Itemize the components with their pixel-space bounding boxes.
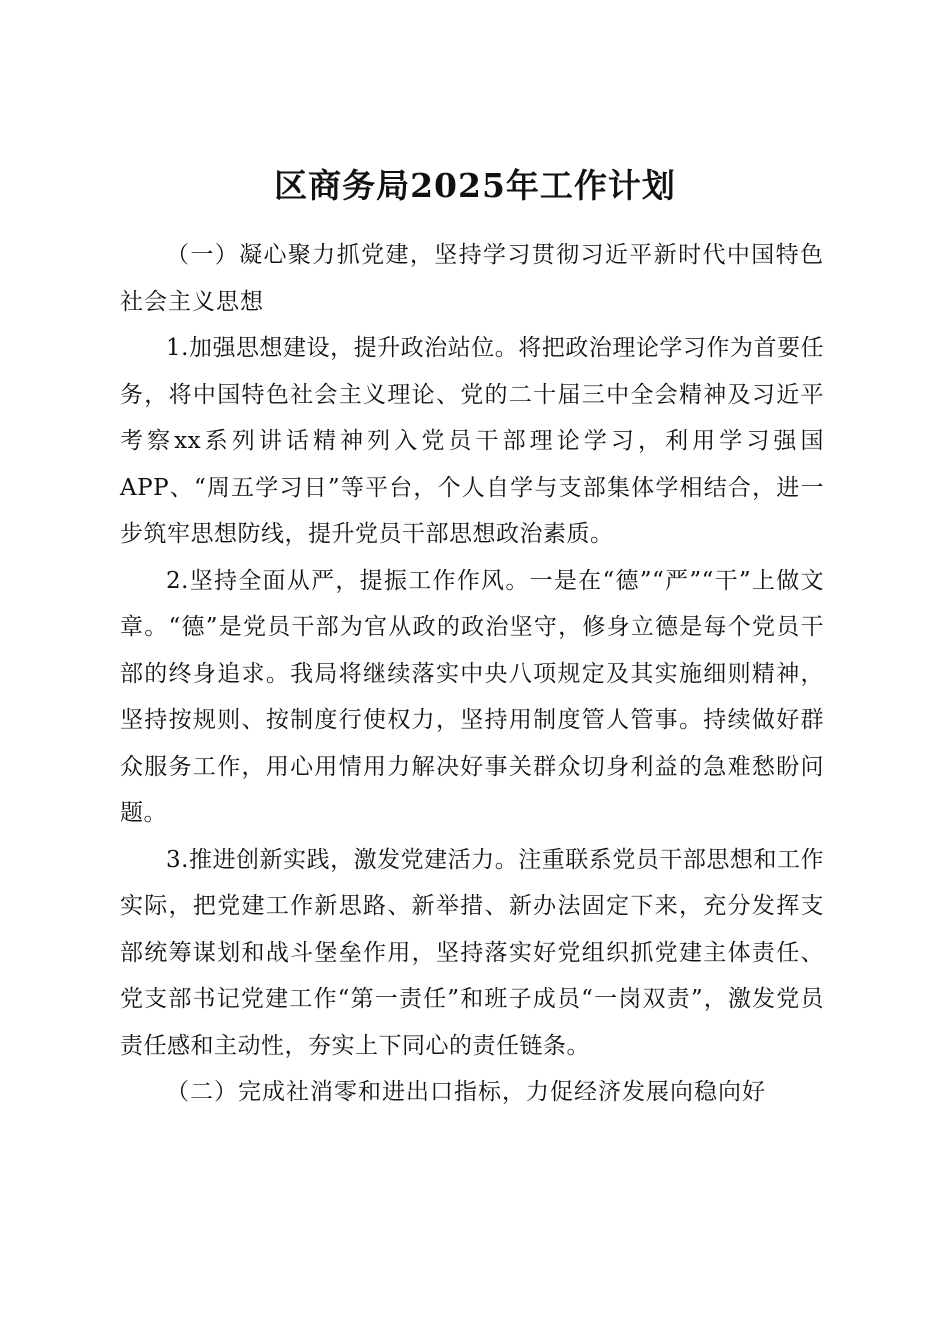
section-1-item-3: 3.推进创新实践，激发党建活力。注重联系党员干部思想和工作实际，把党建工作新思路、新举措、新办法固定下来，充分发挥支部统筹谋划和战斗堡垒作用，坚持落实好党组织抓党建主体责任、党支部书记党建工作“第一责任”和班子成员“一岗双责”，激发党员责任感和主动性，夯实上下同心的责任链条。 [120,846,824,1059]
section-2-heading: （二）完成社消零和进出口指标，力促经济发展向稳向好 [166,1079,766,1105]
document-body [120,232,824,1116]
section-1-item-2: 2.坚持全面从严，提振工作作风。一是在“德”“严”“干”上做文章。“德”是党员干部为官从政的政治坚守，修身立德是每个党员干部的终身追求。我局将继续落实中央八项规定及其实施细则精神，坚持按规则、按制度行使权力，坚持用制度管人管事。持续做好群众服务工作，用心用情用力解决好事关群众切身利益的急难愁盼问题。 [120,567,824,826]
section-1-heading: （一）凝心聚力抓党建，坚持学习贯彻习近平新时代中国特色社会主义思想 [120,242,824,315]
section-1-item-1: 1.加强思想建设，提升政治站位。将把政治理论学习作为首要任务，将中国特色社会主义理论、党的二十届三中全会精神及习近平考察xx系列讲话精神列入党员干部理论学习，利用学习强国APP、“周五学习日”等平台，个人自学与支部集体学相结合，进一步筑牢思想防线，提升党员干部思想政治素质。 [120,335,824,547]
document-title: 区商务局2025年工作计划 [274,166,676,206]
